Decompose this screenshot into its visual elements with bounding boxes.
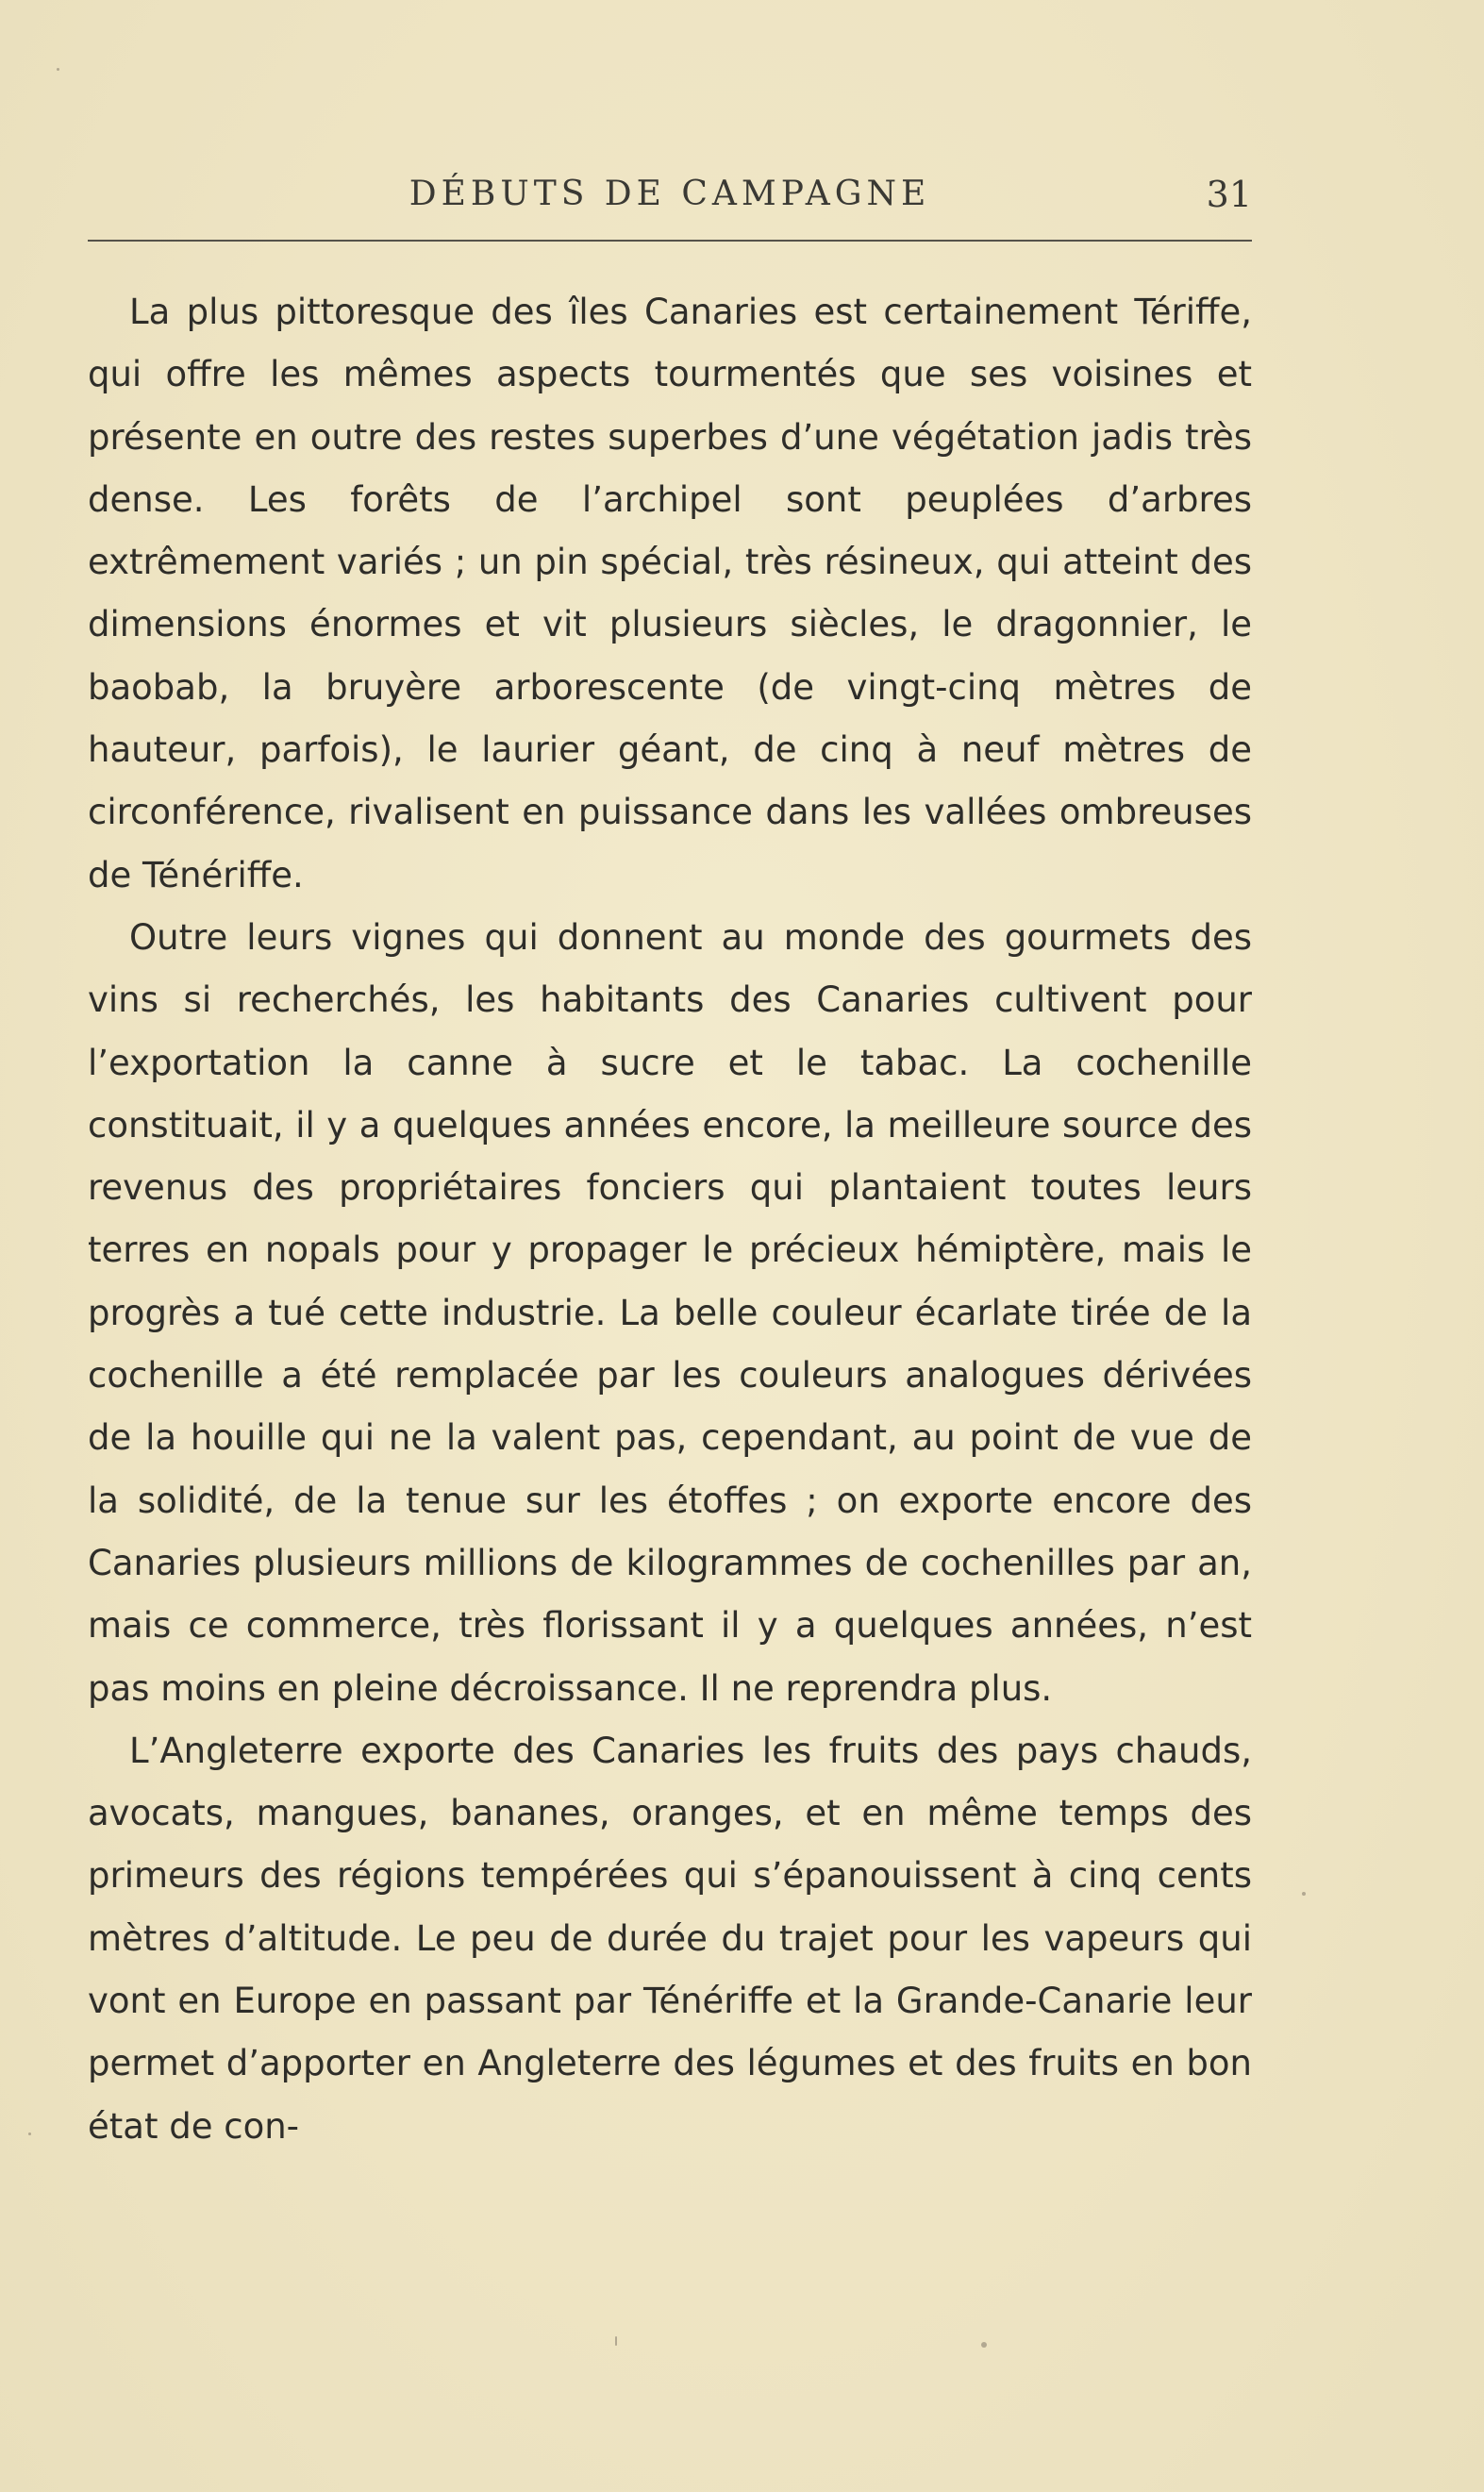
paper-speck — [615, 2336, 617, 2346]
paper-speck — [1302, 1892, 1306, 1896]
header-rule — [88, 240, 1252, 242]
paper-speck — [981, 2342, 987, 2348]
running-head — [88, 166, 1252, 223]
paragraph: Outre leurs vignes qui donnent au monde des gourmets des vins si recherchés, les habitants des Canaries cultivent pour l’exportation la canne à sucre et le tabac. La cochenille constituait, il y a quelques années encore, la meilleure source des revenus des propriétaires fonciers qui plantaient toutes leurs terres en nopals pour y propager le précieux hémiptère, mais le progrès a tué cette industrie. La belle couleur écarlate tirée de la cochenille a été remplacée par les couleurs analogues dérivées de la houille qui ne la valent pas, cependant, au point de vue de la solidité, de la tenue sur les étoffes ; on exporte encore des Canaries plusieurs millions de kilogrammes de cochenilles par an, mais ce commerce, très florissant il y a quelques années, n’est pas moins en pleine décroissance. Il ne reprendra plus. — [88, 916, 1252, 1709]
running-title: DÉBUTS DE CAMPAGNE — [409, 175, 931, 213]
paper-speck — [28, 2132, 31, 2135]
paper-speck — [57, 68, 59, 71]
paragraph: L’Angleterre exporte des Canaries les fruits des pays chauds, avocats, mangues, bananes, oranges, et en même temps des primeurs des régions tempérées qui s’épanouissent à cinq cents mètres d’altitude. Le peu de durée du trajet pour les vapeurs qui vont en Europe en passant par Ténériffe et la Grande-Canarie leur permet d’apporter en Angleterre des légumes et des fruits en bon état de con- — [88, 1730, 1252, 2147]
paragraph: La plus pittoresque des îles Canaries est certainement Tériffe, qui offre les mêmes aspects tourmentés que ses voisines et présente en outre des restes superbes d’une végétation jadis très dense. Les forêts de l’archipel sont peuplées d’arbres extrêmement variés ; un pin spécial, très résineux, qui atteint des dimensions énormes et vit plusieurs siècles, le dragonnier, le baobab, la bruyère arborescente (de vingt-cinq mètres de hauteur, parfois), le laurier géant, de cinq à neuf mètres de circonférence, rivalisent en puissance dans les vallées ombreuses de Ténériffe. — [88, 292, 1252, 895]
page-number: 31 — [1206, 174, 1252, 215]
body-text — [88, 281, 1252, 2158]
